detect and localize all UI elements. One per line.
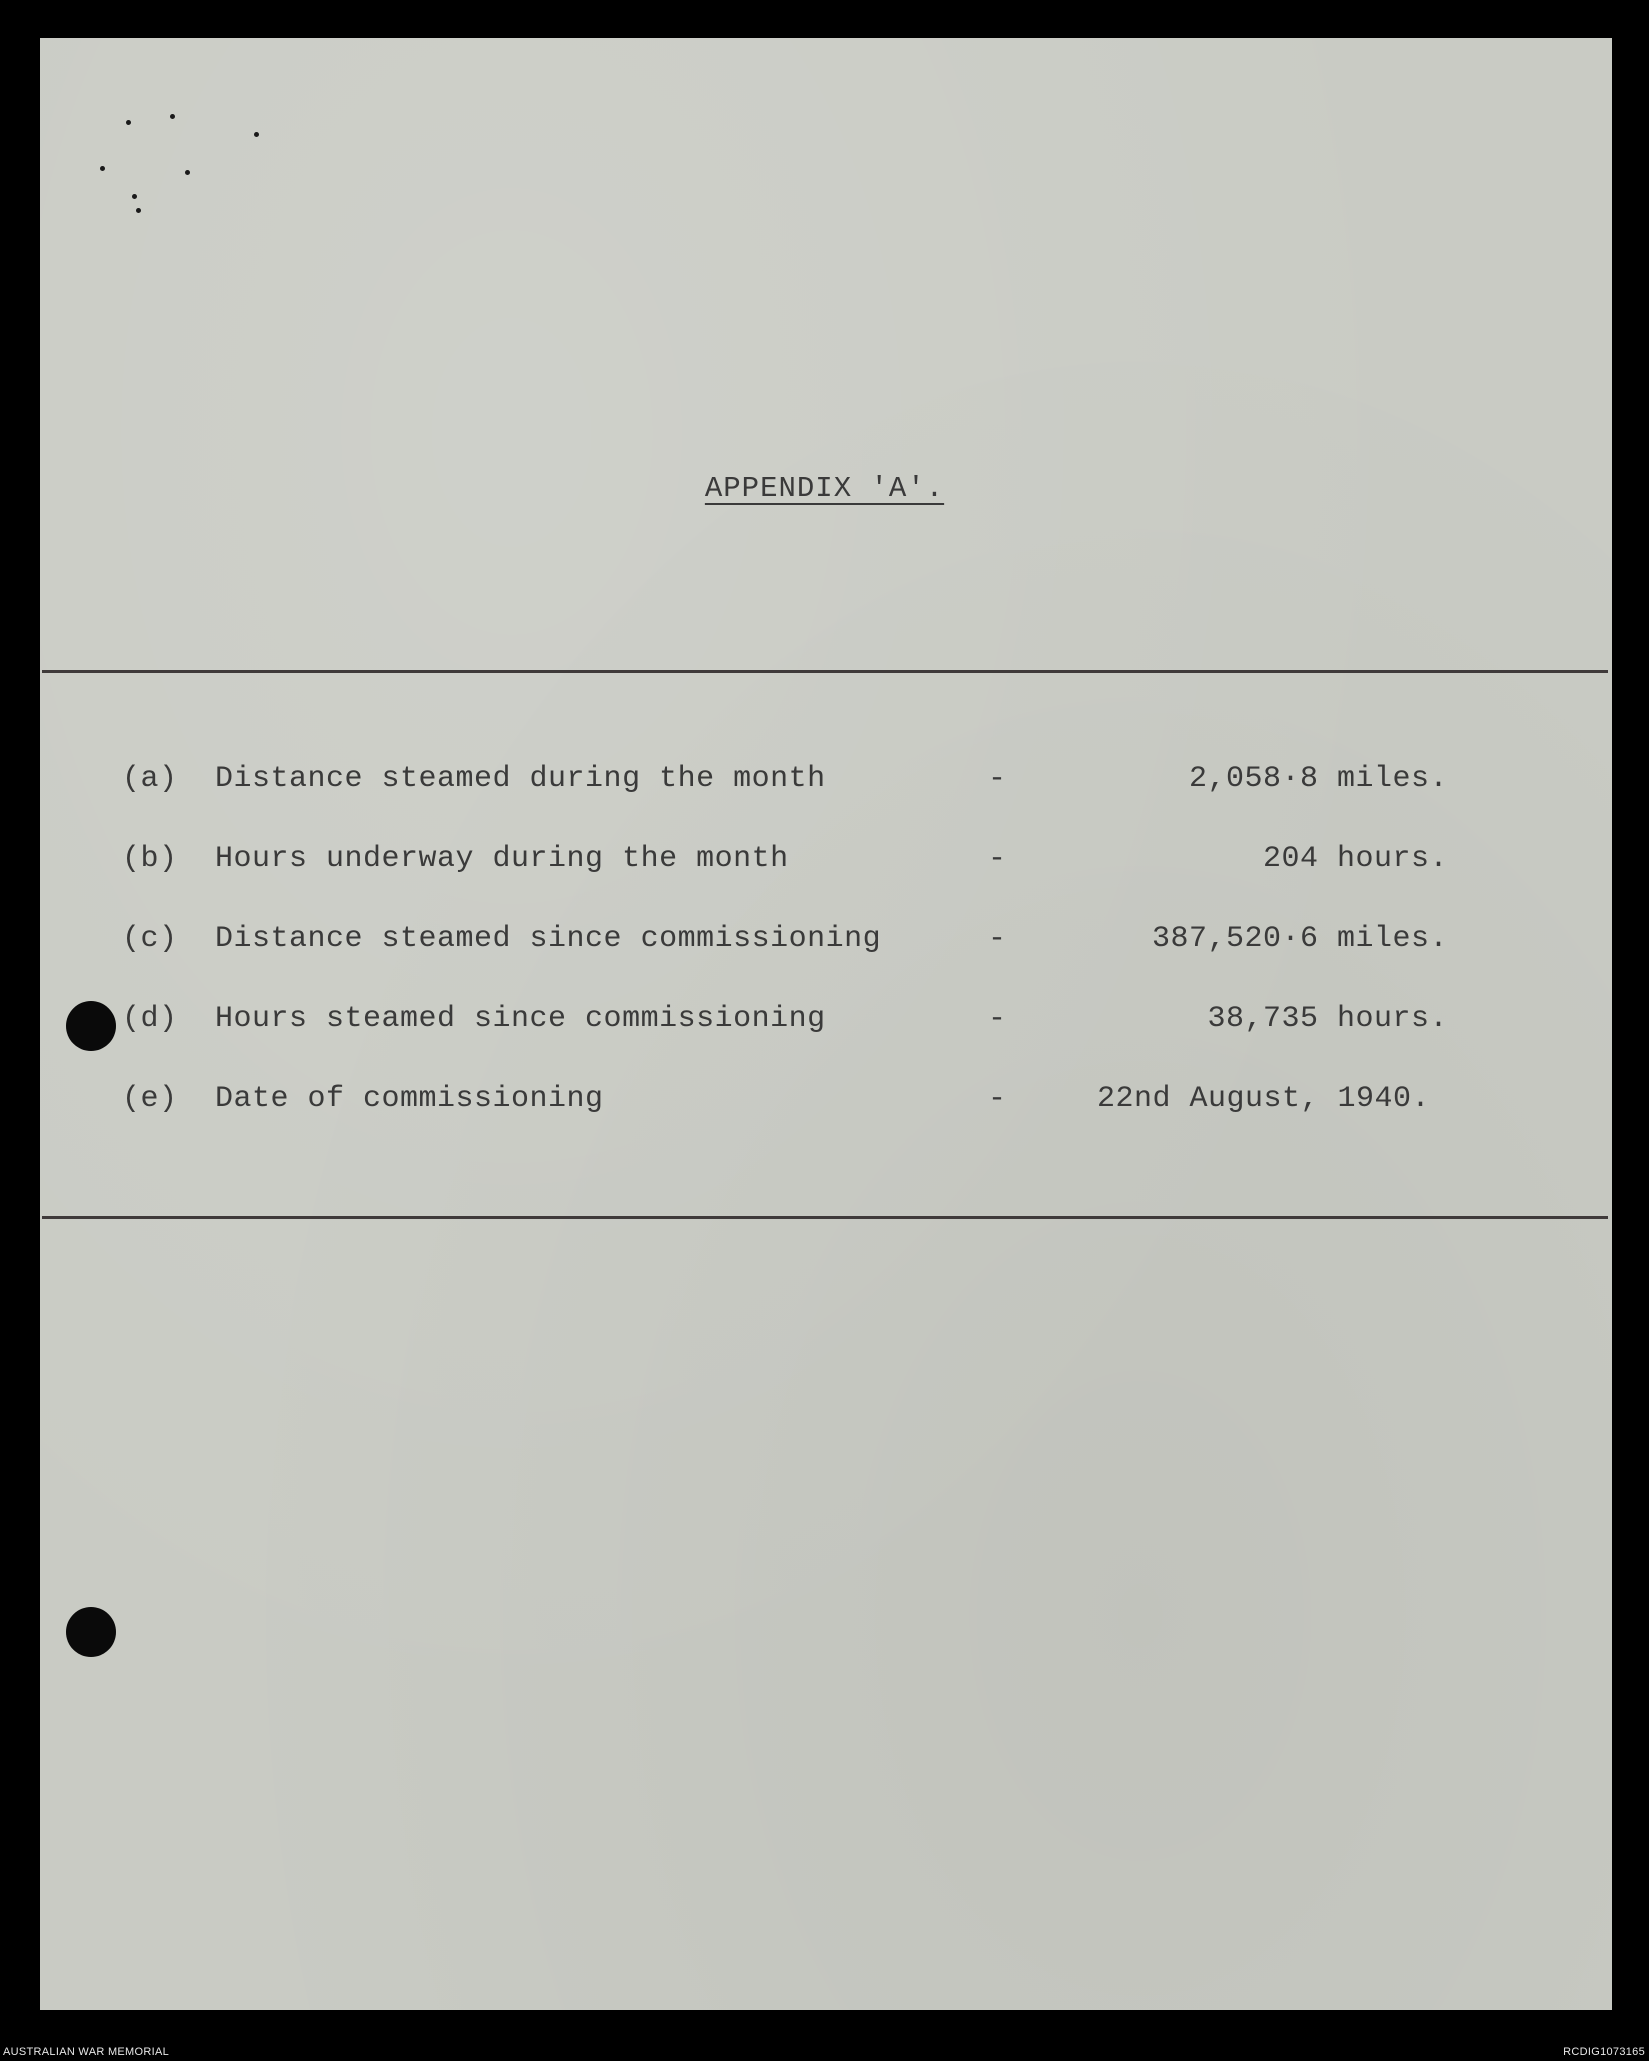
appendix-heading: APPENDIX 'A'.	[704, 472, 945, 505]
list-item	[0, 762, 1649, 802]
item-dash: -	[988, 922, 1007, 956]
list-item	[0, 842, 1649, 882]
list-item	[0, 1002, 1649, 1042]
page-title	[0, 472, 1649, 505]
item-letter: (c)	[122, 922, 178, 956]
item-dash: -	[988, 842, 1007, 876]
staple-mark	[100, 166, 105, 171]
item-value: 22nd August, 1940.	[1096, 1082, 1430, 1116]
staple-mark	[126, 120, 131, 125]
staple-mark	[136, 208, 141, 213]
staple-mark	[170, 114, 175, 119]
archive-id: RCDIG1073165	[1563, 2046, 1645, 2058]
item-letter: (a)	[122, 762, 178, 796]
punch-hole	[66, 1607, 116, 1657]
top-divider	[42, 670, 1608, 673]
item-description: Distance steamed during the month	[215, 762, 826, 796]
item-dash: -	[988, 1002, 1007, 1036]
bottom-divider	[42, 1216, 1608, 1219]
item-description: Hours steamed since commissioning	[215, 1002, 826, 1036]
item-value: 2,058·8 miles.	[1188, 762, 1448, 796]
staple-mark	[185, 170, 190, 175]
item-description: Hours underway during the month	[215, 842, 789, 876]
item-value: 387,520·6 miles.	[1151, 922, 1448, 956]
item-dash: -	[988, 762, 1007, 796]
item-value: 204 hours.	[1262, 842, 1448, 876]
item-dash: -	[988, 1082, 1007, 1116]
archive-credit: AUSTRALIAN WAR MEMORIAL	[3, 2046, 170, 2058]
item-description: Distance steamed since commissioning	[215, 922, 882, 956]
item-description: Date of commissioning	[215, 1082, 604, 1116]
item-letter: (e)	[122, 1082, 178, 1116]
staple-mark	[254, 132, 259, 137]
item-value: 38,735 hours.	[1207, 1002, 1448, 1036]
punch-hole	[66, 1001, 116, 1051]
list-item	[0, 922, 1649, 962]
staple-mark	[132, 194, 137, 199]
item-letter: (d)	[122, 1002, 178, 1036]
list-item	[0, 1082, 1649, 1122]
item-letter: (b)	[122, 842, 178, 876]
